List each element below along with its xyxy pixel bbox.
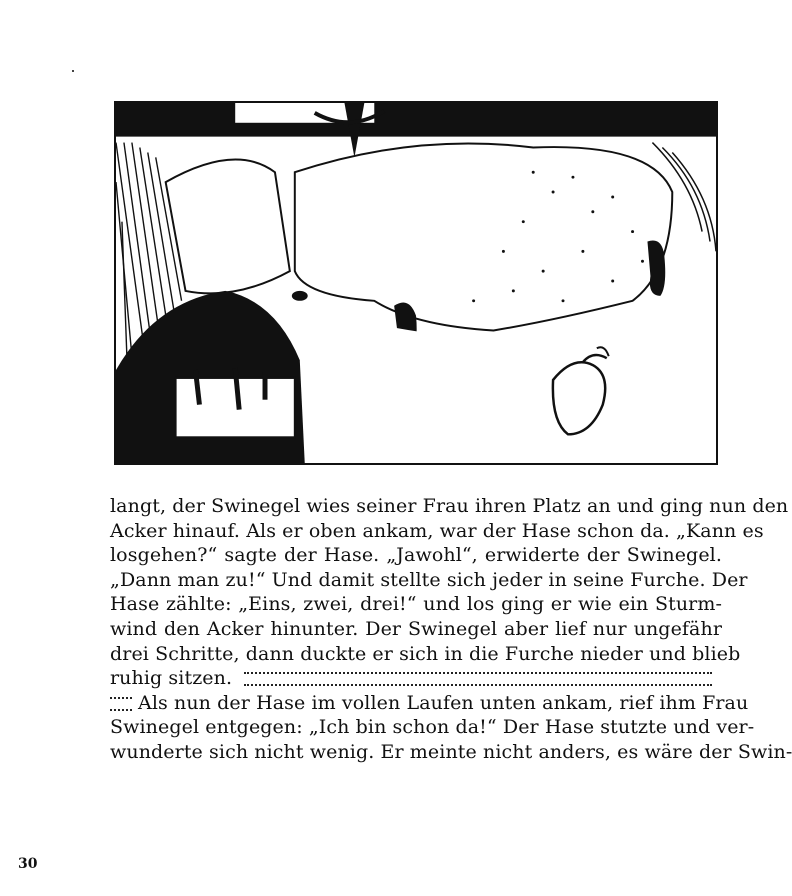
hare-and-hedgehog-field-illustration-icon bbox=[116, 103, 716, 463]
text-line: wind den Acker hinunter. Der Swinegel aber lief nur ungefähr bbox=[110, 617, 722, 640]
text-line: ruhig sitzen. bbox=[110, 667, 233, 690]
illustration bbox=[114, 101, 718, 465]
text-line: losgehen?“ sagte der Hase. „Jawohl“, erwiderte der Swinegel. bbox=[110, 544, 722, 567]
text-line: langt, der Swinegel wies seiner Frau ihren Platz an und ging nun den bbox=[110, 495, 789, 517]
text-line: drei Schritte, dann duckte er sich in die Furche nieder und blieb bbox=[110, 642, 741, 665]
text-line-para2-first bbox=[110, 691, 749, 716]
text-line: Swinegel entgegen: „Ich bin schon da!“ Der Hase stutzte und ver- bbox=[110, 716, 755, 739]
text-line: Als nun der Hase im vollen Laufen unten ankam, rief ihm Frau bbox=[138, 691, 749, 714]
page-number: 30 bbox=[18, 856, 38, 872]
text-line-last-para1 bbox=[110, 666, 722, 691]
text-line: wunderte sich nicht wenig. Er meinte nicht anders, es wäre der Swin- bbox=[110, 740, 792, 763]
dotted-indent-filler bbox=[110, 697, 132, 711]
text-line: „Dann man zu!“ Und damit stellte sich jeder in seine Furche. Der bbox=[110, 568, 748, 591]
print-speck bbox=[72, 70, 74, 72]
text-line: Acker hinauf. Als er oben ankam, war der Hase schon da. „Kann es bbox=[110, 519, 764, 542]
text-line: Hase zählte: „Eins, zwei, drei!“ und los ging er wie ein Sturm- bbox=[110, 593, 722, 616]
story-text bbox=[110, 494, 792, 765]
dotted-line-filler bbox=[244, 672, 712, 686]
